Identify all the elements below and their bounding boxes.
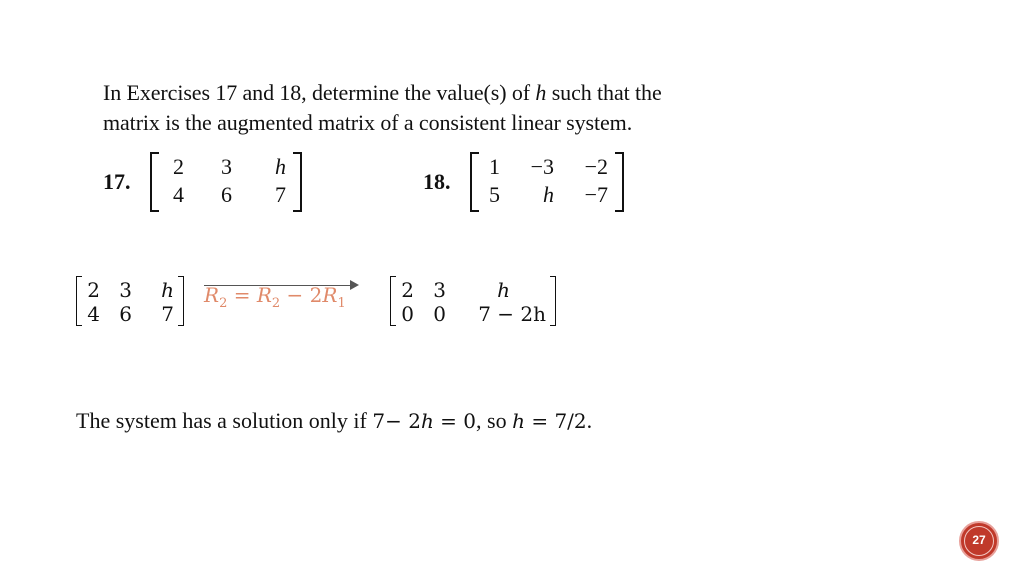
exercise-17-label: 17. (103, 169, 131, 194)
row-index: 2 (271, 296, 281, 311)
prompt-line-2: matrix is the augmented matrix of a consistent linear system. (103, 110, 633, 135)
left-bracket (470, 152, 479, 212)
matrix-cell: 2 (401, 278, 414, 302)
math-expression: 7− 2 (372, 409, 421, 433)
row-index: 1 (337, 296, 346, 311)
variable-h: h (420, 409, 434, 433)
row-symbol: R (204, 283, 220, 307)
matrix-cell: 7 − 2h (478, 302, 546, 326)
page-number: 27 (972, 533, 986, 547)
row-index: 2 (219, 296, 228, 311)
matrix-cell: 3 (119, 278, 132, 302)
work-matrix-after (390, 276, 556, 328)
matrix-cell: −7 (584, 182, 608, 207)
matrix-cell: 7 (275, 182, 286, 207)
matrix-cell: 2 (87, 278, 100, 302)
matrix-cell: 6 (221, 182, 232, 207)
matrix-cell: −3 (530, 154, 554, 179)
matrix-cell: h (543, 182, 554, 207)
conclusion-text: . (586, 408, 593, 433)
matrix-cell: h (161, 278, 174, 302)
math-expression: = 7/2 (524, 409, 587, 433)
minus-term: − 2 (280, 283, 323, 307)
page-number-badge (959, 521, 999, 561)
conclusion-text: , so (476, 408, 513, 433)
matrix-cell: 5 (489, 182, 500, 207)
matrix-cell: 6 (119, 302, 132, 326)
row-symbol: R (322, 283, 338, 307)
matrix-cell: 3 (221, 154, 232, 179)
row-operation (204, 283, 346, 311)
prompt-text: such that the (546, 80, 662, 105)
arrowhead-icon (350, 280, 359, 290)
conclusion-text: The system has a solution only if (76, 408, 373, 433)
right-bracket (293, 152, 302, 212)
exercise-prompt (103, 78, 662, 138)
conclusion (76, 406, 592, 436)
prompt-line-1 (103, 78, 662, 108)
row-symbol: R (256, 283, 272, 307)
equals-sign: = (227, 283, 257, 307)
matrix-cell: 3 (433, 278, 446, 302)
matrix-cell: 1 (489, 154, 500, 179)
matrix-cell: 0 (401, 302, 414, 326)
exercise-18-label: 18. (423, 169, 451, 194)
variable-h: h (512, 409, 525, 433)
right-bracket (615, 152, 624, 212)
matrix-cell: 7 (161, 302, 174, 326)
matrix-cell: h (497, 278, 510, 302)
matrix-cell: h (275, 154, 286, 179)
exercise-18-matrix (470, 152, 624, 212)
right-bracket (550, 276, 556, 326)
matrix-cell: 2 (173, 154, 184, 179)
math-expression: = 0 (433, 409, 477, 433)
right-bracket (178, 276, 184, 326)
matrix-cell: −2 (584, 154, 608, 179)
left-bracket (150, 152, 159, 212)
matrix-cell: 4 (87, 302, 100, 326)
work-matrix-before (76, 276, 184, 328)
prompt-text: In Exercises 17 and 18, determine the value(s) of (103, 80, 536, 105)
exercise-17-matrix (150, 152, 302, 212)
matrix-cell: 0 (433, 302, 446, 326)
variable-h: h (535, 80, 547, 105)
matrix-cell: 4 (173, 182, 184, 207)
